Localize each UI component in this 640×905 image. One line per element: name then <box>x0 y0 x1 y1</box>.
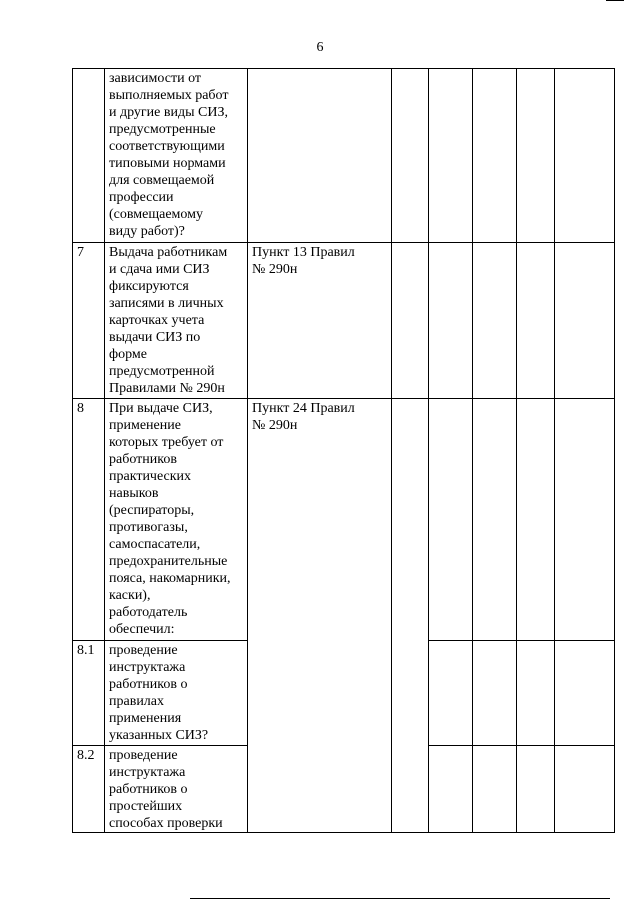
row-number: 8.1 <box>73 641 105 746</box>
answer-cell <box>473 69 517 243</box>
answer-cell <box>517 399 555 641</box>
table-row <box>73 69 615 243</box>
question-cell: проведение инструктажа работников о простейших способах проверки <box>105 746 248 833</box>
answer-cell <box>429 69 473 243</box>
reference-cell: Пункт 13 Правил № 290н <box>248 243 392 399</box>
answer-cell <box>392 399 429 833</box>
answer-cell <box>473 641 517 746</box>
note-cell <box>555 69 615 243</box>
row-number <box>73 69 105 243</box>
answer-cell <box>517 69 555 243</box>
scan-edge-mark <box>606 0 624 1</box>
checklist-table <box>72 68 615 833</box>
question-cell: При выдаче СИЗ, применение которых требует от работников практических навыков (респираторы, противогазы, самоспасатели, предохранительные пояса, накомарники, каски), работодатель обеспечил: <box>105 399 248 641</box>
question-cell: Выдача работникам и сдача ими СИЗ фиксируются записями в личных карточках учета выдачи СИЗ по форме предусмотренной Правилами № 290н <box>105 243 248 399</box>
answer-cell <box>429 746 473 833</box>
table-row <box>73 243 615 399</box>
answer-cell <box>517 243 555 399</box>
answer-cell <box>473 399 517 641</box>
page-number: 6 <box>316 40 324 55</box>
table-row <box>73 399 615 641</box>
note-cell <box>555 399 615 641</box>
answer-cell <box>392 69 429 243</box>
answer-cell <box>429 641 473 746</box>
reference-cell <box>248 69 392 243</box>
reference-cell: Пункт 24 Правил № 290н <box>248 399 392 833</box>
answer-cell <box>473 746 517 833</box>
answer-cell <box>517 746 555 833</box>
row-number: 8.2 <box>73 746 105 833</box>
scan-edge-mark <box>190 898 610 899</box>
note-cell <box>555 746 615 833</box>
row-number: 7 <box>73 243 105 399</box>
note-cell <box>555 641 615 746</box>
note-cell <box>555 243 615 399</box>
question-cell: проведение инструктажа работников о правилах применения указанных СИЗ? <box>105 641 248 746</box>
answer-cell <box>517 641 555 746</box>
row-number: 8 <box>73 399 105 641</box>
answer-cell <box>429 243 473 399</box>
answer-cell <box>473 243 517 399</box>
question-cell: зависимости от выполняемых работ и другие виды СИЗ, предусмотренные соответствующими типовыми нормами для совмещаемой профессии (совмещаемому виду работ)? <box>105 69 248 243</box>
answer-cell <box>429 399 473 641</box>
answer-cell <box>392 243 429 399</box>
